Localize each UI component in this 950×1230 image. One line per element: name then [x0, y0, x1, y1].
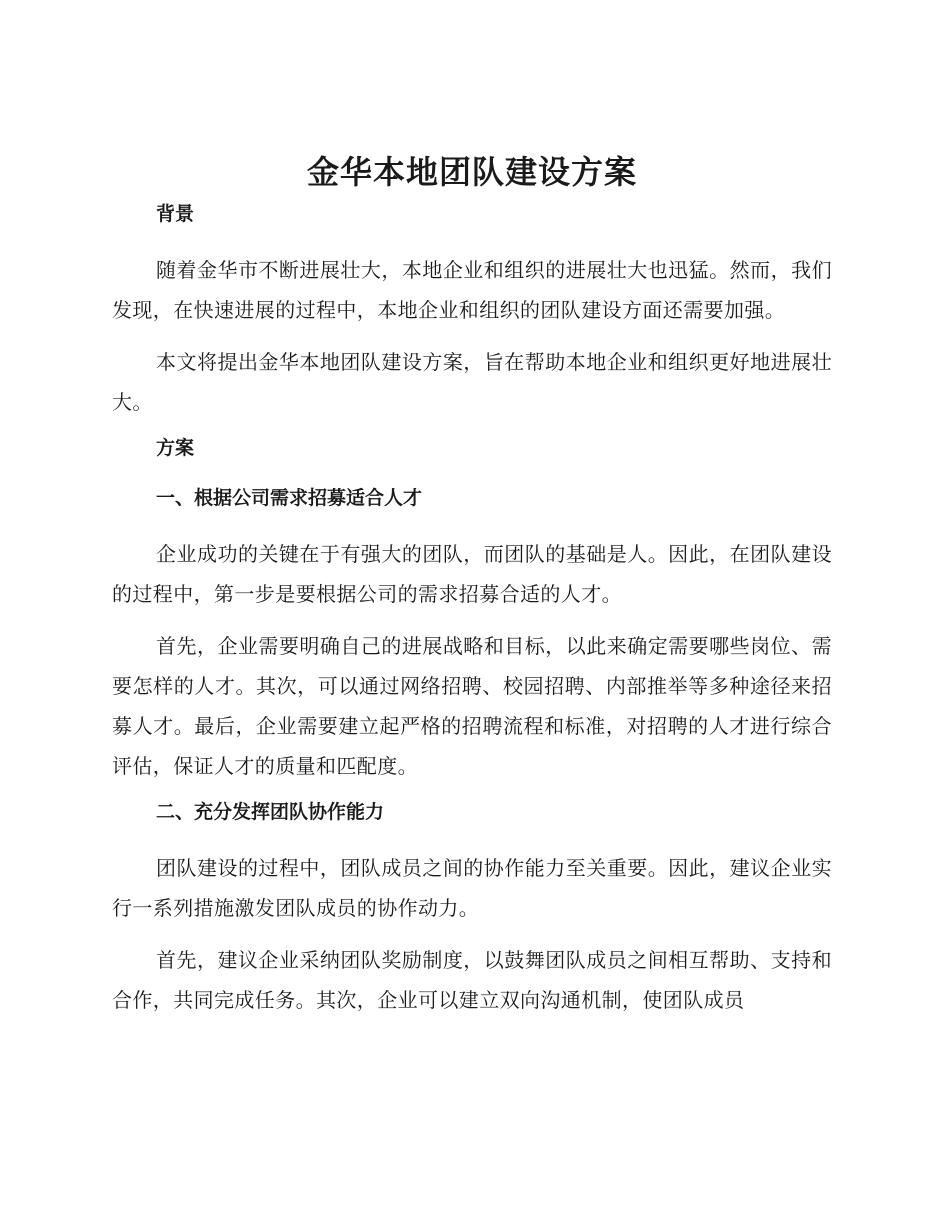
section-heading-plan: 方案 [156, 437, 195, 459]
paragraph: 团队建设的过程中，团队成员之间的协作能力至关重要。因此，建议企业实行一系列措施激发团队成员的协作动力。 [112, 856, 832, 920]
paragraph: 企业成功的关键在于有强大的团队，而团队的基础是人。因此，在团队建设的过程中，第一步是要根据公司的需求招募合适的人才。 [112, 542, 832, 606]
paragraph: 首先，建议企业采纳团队奖励制度，以鼓舞团队成员之间相互帮助、支持和合作，共同完成任务。其次，企业可以建立双向沟通机制，使团队成员 [112, 948, 832, 1012]
subsection-heading-recruit: 一、根据公司需求招募适合人才 [156, 487, 423, 509]
document-body [112, 150, 832, 1032]
paragraph: 本文将提出金华本地团队建设方案，旨在帮助本地企业和组织更好地进展壮大。 [112, 350, 832, 414]
document-title: 金华本地团队建设方案 [306, 153, 637, 191]
section-heading-background: 背景 [156, 203, 195, 225]
subsection-heading-collaboration: 二、充分发挥团队协作能力 [156, 801, 385, 823]
paragraph: 首先，企业需要明确自己的进展战略和目标，以此来确定需要哪些岗位、需要怎样的人才。其次，可以通过网络招聘、校园招聘、内部推举等多种途径来招募人才。最后，企业需要建立起严格的招聘流程和标准，对招聘的人才进行综合评估，保证人才的质量和匹配度。 [112, 634, 832, 778]
paragraph: 随着金华市不断进展壮大，本地企业和组织的进展壮大也迅猛。然而，我们发现，在快速进展的过程中，本地企业和组织的团队建设方面还需要加强。 [112, 258, 832, 322]
